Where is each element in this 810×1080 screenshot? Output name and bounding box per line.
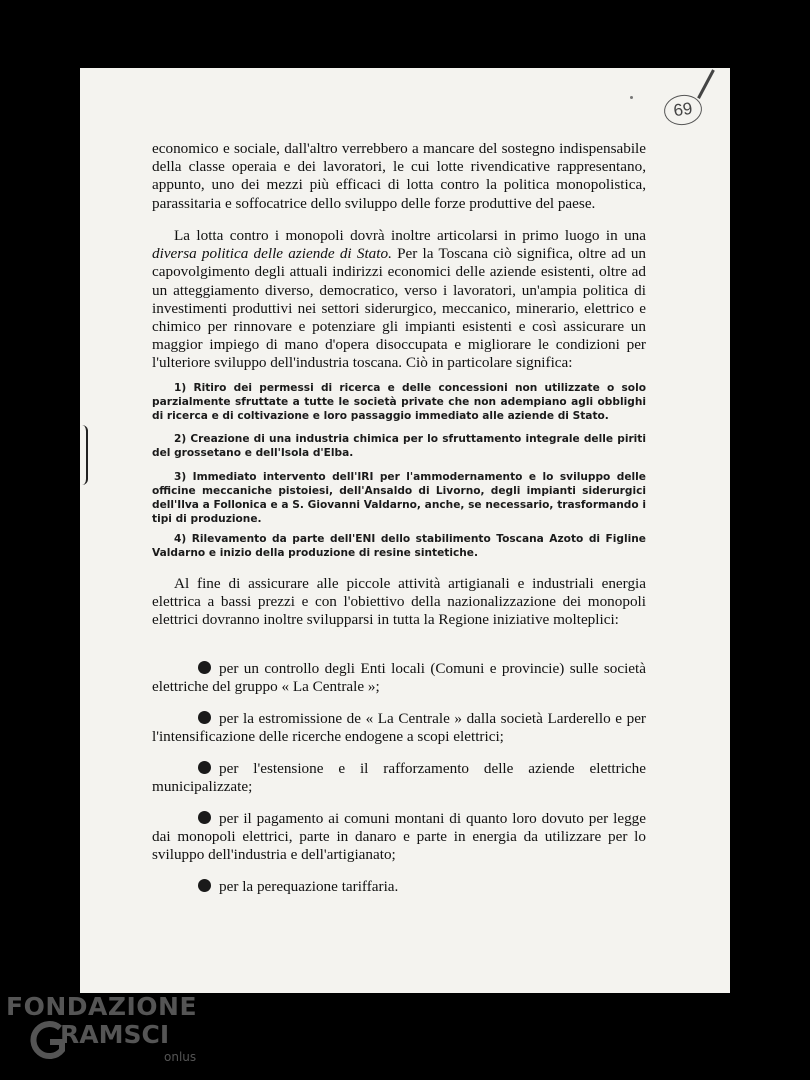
paragraph-1-text: economico e sociale, dall'altro verrebbero a mancare del sostegno indispensabile della classe operaia e dei lavoratori, le cui lotte rivendicative rappresentano, appunto, uno dei mezzi più efficaci di lotta contro la politica monopolistica, parassitaria e soffocatrice dello sviluppo delle forze produttive del paese.	[152, 140, 646, 212]
watermark-line-1: FONDAZIONE	[6, 992, 198, 1021]
numbered-item-3: 3) Immediato intervento dell'IRI per l'ammodernamento e lo sviluppo delle officine meccaniche pistoiesi, dell'Ansaldo di Livorno, degli impianti siderurgici dell'Ilva a Follonica e a S. Giovanni Valdarno, anche, se necessario, trasformando i tipi di produzione.	[152, 471, 646, 525]
bullet-dot-icon	[198, 811, 211, 824]
bullet-item-3	[152, 760, 646, 796]
numbered-item-1: 1) Ritiro dei permessi di ricerca e delle concessioni non utilizzate o solo parzialmente sfruttate a tutte le società private che non adempiano agli obblighi di ricerca e di coltivazione e loro passaggio immediato alle aziende di Stato.	[152, 382, 646, 422]
bullet-item-3-text: per l'estensione e il rafforzamento delle aziende elettriche municipalizzate;	[152, 760, 646, 796]
bullet-dot-icon	[198, 879, 211, 892]
bullet-dot-icon	[198, 711, 211, 724]
binding-mark	[80, 425, 88, 485]
paragraph-2	[152, 227, 646, 373]
bullet-dot-icon	[198, 761, 211, 774]
bullet-item-1	[152, 660, 646, 696]
bullet-item-1-text: per un controllo degli Enti locali (Comuni e provincie) sulle società elettriche del gruppo « La Centrale »;	[152, 660, 646, 696]
fondazione-gramsci-watermark	[6, 992, 206, 1072]
paragraph-2-part-a: La lotta contro i monopoli dovrà inoltre articolarsi in primo luogo in una	[174, 227, 646, 244]
numbered-item-2: 2) Creazione di una industria chimica per lo sfruttamento integrale delle piriti del grossetano e dell'Isola d'Elba.	[152, 433, 646, 459]
page-number: 69	[662, 93, 704, 128]
paragraph-3	[152, 575, 646, 630]
bullet-item-2-text: per la estromissione de « La Centrale » dalla società Larderello e per l'intensificazione delle ricerche endogene a scopi elettrici;	[152, 710, 646, 746]
paragraph-2-part-b: Per la Toscana ciò significa, oltre ad un capovolgimento degli attuali indirizzi economici delle aziende esistenti, oltre ad un atteggiamento diverso, democratico, verso i lavoratori, un'ampia politica di investimenti produttivi nei settori siderurgico, meccanico, minerario, elettrico e chimico per rinnovare e potenziare gli impianti esistenti e così assicurare un maggior impiego di mano d'opera disoccupata e migliorare le condizioni per l'ulteriore sviluppo dell'industria toscana. Ciò in particolare significa:	[152, 245, 647, 372]
numbered-item-4: 4) Rilevamento da parte dell'ENI dello stabilimento Toscana Azoto di Figline Valdarno e inizio della produzione di resine sintetiche.	[152, 533, 646, 559]
watermark-line-3: onlus	[164, 1050, 197, 1064]
paragraph-3-text: Al fine di assicurare alle piccole attività artigianali e industriali energia elettrica a bassi prezzi e con l'obiettivo della nazionalizzazione dei monopoli elettrici dovranno inoltre svilupparsi in tutta la Regione iniziative molteplici:	[152, 575, 646, 629]
bullet-item-4-text: per il pagamento ai comuni montani di quanto loro dovuto per legge dai monopoli elettrici, parte in danaro e parte in energia da utilizzare per lo sviluppo dell'industria e dell'artigianato;	[152, 810, 646, 864]
bullet-item-2	[152, 710, 646, 746]
bullet-item-4	[152, 810, 646, 865]
watermark-line-2: RAMSCI	[60, 1020, 170, 1049]
ink-dot	[630, 96, 633, 99]
bullet-item-5	[152, 878, 646, 896]
paragraph-2-text	[152, 227, 646, 373]
paragraph-2-emphasis: diversa politica delle aziende di Stato.	[152, 245, 392, 263]
paragraph-1	[152, 140, 646, 213]
bullet-item-5-text: per la perequazione tariffaria.	[219, 878, 399, 895]
bullet-dot-icon	[198, 661, 211, 674]
